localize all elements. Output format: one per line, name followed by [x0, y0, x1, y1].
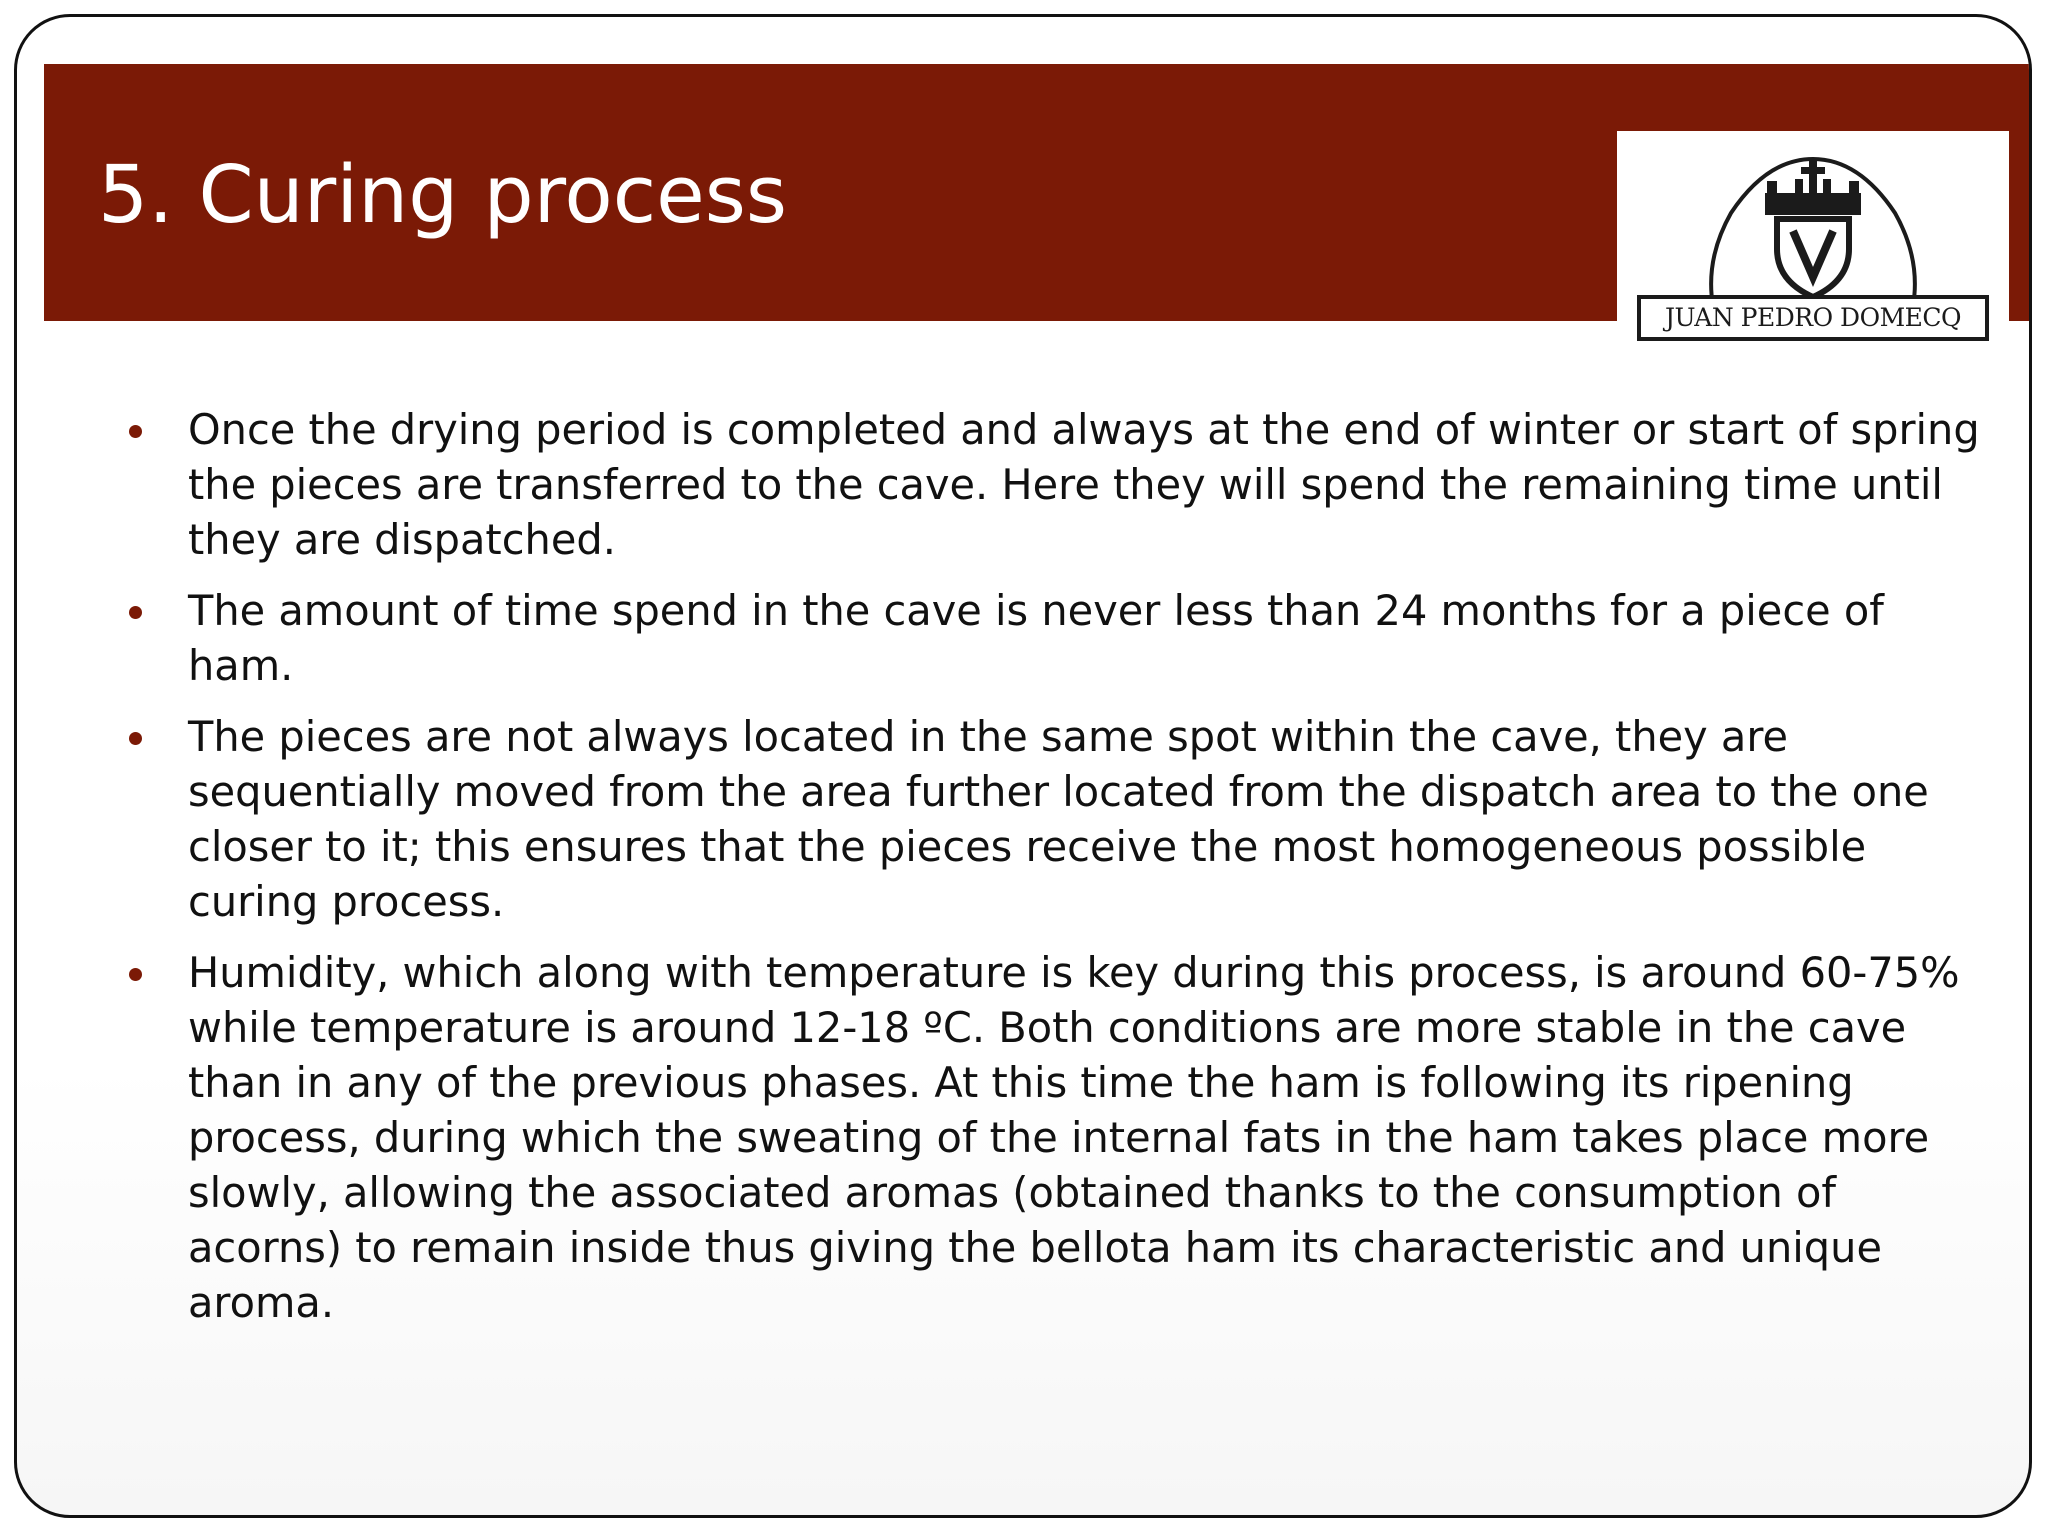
- bullet-dot-icon: [129, 732, 142, 745]
- title-bar: [44, 64, 2030, 332]
- bullet-list: [117, 402, 1997, 1346]
- brand-logo: [1617, 131, 2009, 354]
- bullet-dot-icon: [129, 606, 142, 619]
- logo-wordmark: JUAN PEDRO DOMECQ: [1637, 295, 1989, 341]
- bullet-dot-icon: [129, 968, 142, 981]
- list-item: [117, 945, 1997, 1330]
- list-item: [117, 709, 1997, 929]
- slide: [14, 14, 2032, 1518]
- list-item-text: The amount of time spend in the cave is never less than 24 months for a piece of ham.: [188, 586, 1884, 690]
- list-item-text: The pieces are not always located in the same spot within the cave, they are sequentially moved from the area further located from the dispatch area to the one closer to it; this ensures that the pieces receive the most homogeneous possible curing process.: [188, 712, 1929, 926]
- bullet-dot-icon: [129, 425, 142, 438]
- list-item-text: Once the drying period is completed and always at the end of winter or start of spring the pieces are transferred to the cave. Here they will spend the remaining time until they are dispatched.: [188, 405, 1980, 564]
- slide-title: 5. Curing process: [98, 149, 788, 241]
- list-item: [117, 402, 1997, 567]
- list-item-text: Humidity, which along with temperature is key during this process, is around 60-75% while temperature is around 12-18 ºC. Both conditions are more stable in the cave than in any of the previous phases. At this time the ham is following its ripening process, during which the sweating of the internal fats in the ham takes place more slowly, allowing the associated aromas (obtained thanks to the consumption of acorns) to remain inside thus giving the bellota ham its characteristic and unique aroma.: [188, 948, 1960, 1327]
- list-item: [117, 583, 1997, 693]
